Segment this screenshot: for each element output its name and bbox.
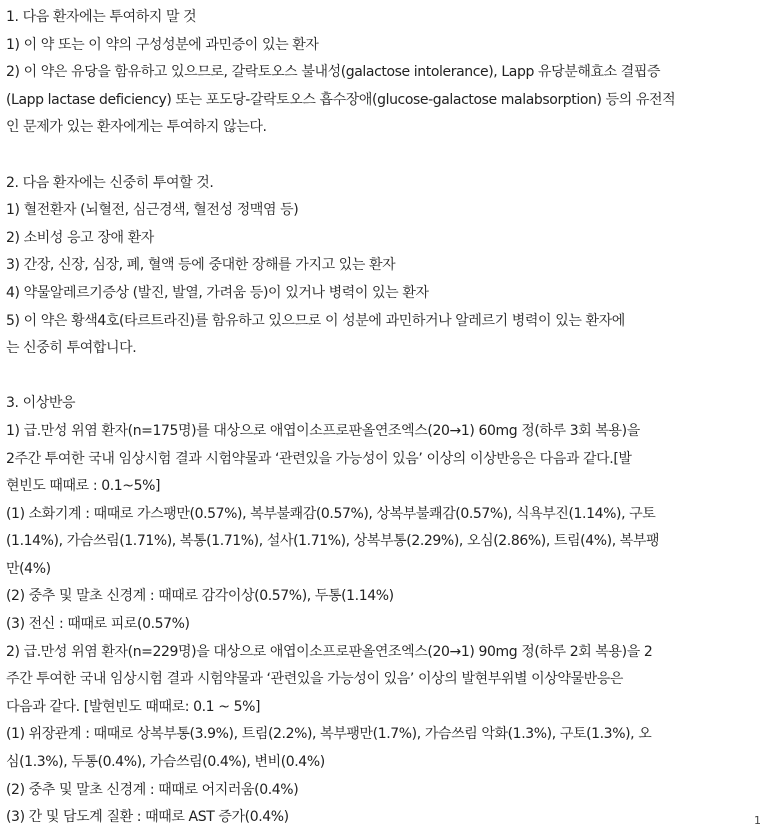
section-cautions	[6, 170, 751, 363]
text-line: 2) 이 약은 유당을 함유하고 있으므로, 갈락토오스 불내성(galactose intolerance), Lapp 유당분해효소 결핍증	[6, 64, 661, 81]
section-heading: 3. 이상반응	[6, 395, 76, 412]
section-spacer	[6, 142, 751, 170]
text-line: (3) 전신 : 때때로 피로(0.57%)	[6, 616, 190, 633]
text-line: (1) 위장관계 : 때때로 상복부통(3.9%), 트림(2.2%), 복부팽만(1.7%), 가슴쓰림 악화(1.3%), 구토(1.3%), 오	[6, 726, 652, 743]
section-adverse-reactions	[6, 390, 751, 832]
text-line: 만(4%)	[6, 560, 51, 577]
text-line: (Lapp lactase deficiency) 또는 포도당-갈락토오스 흡수장애(glucose-galactose malabsorption) 등의 유전적	[6, 91, 676, 108]
text-line: (1.14%), 가슴쓰림(1.71%), 복통(1.71%), 설사(1.71%), 상복부통(2.29%), 오심(2.86%), 트림(4%), 복부팽	[6, 533, 660, 550]
document-body	[6, 4, 751, 832]
text-line: (1) 소화기계 : 때때로 가스팽만(0.57%), 복부불쾌감(0.57%), 상복부불쾌감(0.57%), 식욕부진(1.14%), 구토	[6, 505, 656, 522]
text-line: 2) 급.만성 위염 환자(n=229명)을 대상으로 애엽이소프로판올연조엑스(20→1) 90mg 정(하루 2회 복용)을 2	[6, 643, 653, 660]
text-line: 2) 소비성 응고 장애 환자	[6, 229, 154, 246]
text-line: 2주간 투여한 국내 임상시험 결과 시험약물과 ‘관련있을 가능성이 있음’ 이상의 이상반응은 다음과 같다.[발	[6, 450, 632, 467]
text-line: 4) 약물알레르기증상 (발진, 발열, 가려움 등)이 있거나 병력이 있는 환자	[6, 284, 429, 301]
text-line: 주간 투여한 국내 임상시험 결과 시험약물과 ‘관련있을 가능성이 있음’ 이상의 발현부위별 이상약물반응은	[6, 671, 623, 688]
text-line: 인 문제가 있는 환자에게는 투여하지 않는다.	[6, 119, 267, 136]
text-line: 3) 간장, 신장, 심장, 폐, 혈액 등에 중대한 장해를 가지고 있는 환자	[6, 257, 396, 274]
text-line: (3) 간 및 담도계 질환 : 때때로 AST 증가(0.4%)	[6, 809, 289, 826]
text-line: 1) 이 약 또는 이 약의 구성성분에 과민증이 있는 환자	[6, 36, 319, 53]
page-number: 1	[754, 814, 761, 827]
section-contraindications	[6, 4, 751, 142]
text-line: 심(1.3%), 두통(0.4%), 가슴쓰림(0.4%), 변비(0.4%)	[6, 754, 325, 771]
text-line: (2) 중추 및 말초 신경계 : 때때로 어지러움(0.4%)	[6, 781, 299, 798]
text-line: 다음과 같다. [발현빈도 때때로: 0.1 ~ 5%]	[6, 698, 261, 715]
text-line: (2) 중추 및 말초 신경계 : 때때로 감각이상(0.57%), 두통(1.14%)	[6, 588, 394, 605]
text-line: 는 신중히 투여합니다.	[6, 340, 137, 357]
text-line: 현빈도 때때로 : 0.1~5%]	[6, 478, 161, 495]
section-spacer	[6, 363, 751, 391]
section-heading: 2. 다음 환자에는 신중히 투여할 것.	[6, 174, 214, 191]
section-heading: 1. 다음 환자에는 투여하지 말 것	[6, 9, 197, 25]
text-line: 1) 혈전환자 (뇌혈전, 심근경색, 혈전성 정맥염 등)	[6, 202, 299, 219]
text-line: 5) 이 약은 황색4호(타르트라진)를 함유하고 있으므로 이 성분에 과민하거나 알레르기 병력이 있는 환자에	[6, 312, 625, 329]
text-line: 1) 급.만성 위염 환자(n=175명)를 대상으로 애엽이소프로판올연조엑스(20→1) 60mg 정(하루 3회 복용)을	[6, 422, 640, 439]
